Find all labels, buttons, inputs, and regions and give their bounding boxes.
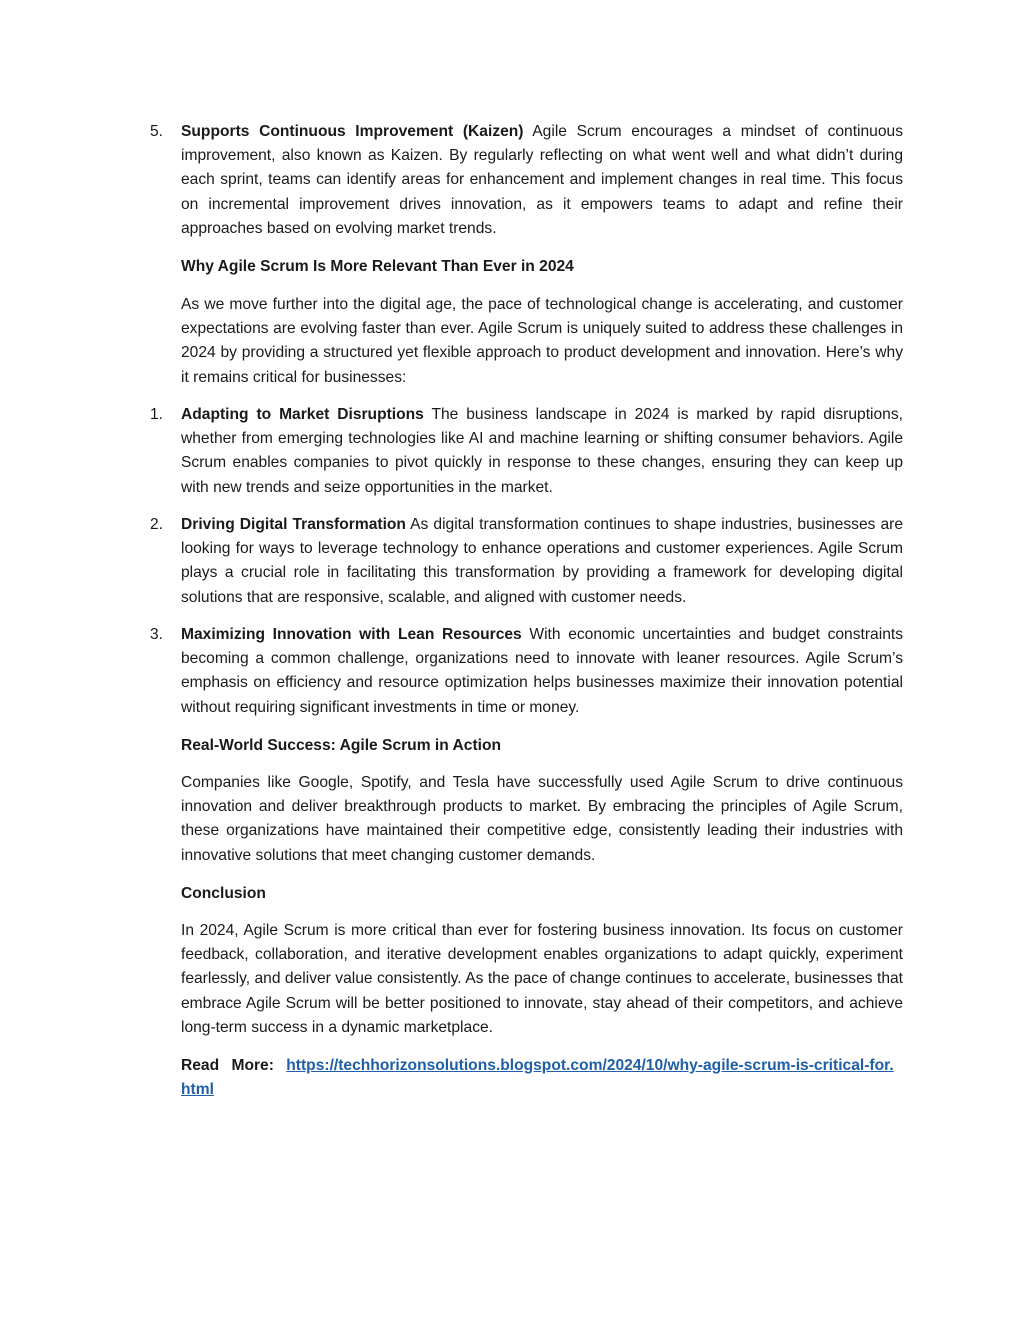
list-item-title: Driving Digital Transformation (181, 516, 406, 533)
list-number: 5. (150, 123, 164, 140)
list-item-text: Agile Scrum encourages a mindset of continuous improvement, also known as Kaizen. By regularly reflecting on what went well and what didn’t during each sprint, teams can identify areas for enhancement and implement changes in real time. This focus on incremental improvement drives innovation, as it empowers teams to adapt and refine their approaches based on evolving market trends. (181, 123, 903, 237)
list-number: 2. (150, 516, 164, 533)
read-more (181, 1054, 903, 1102)
section-heading-conclusion: Conclusion (181, 885, 266, 902)
list-number: 3. (150, 626, 164, 643)
paragraph-success: Companies like Google, Spotify, and Tesla have successfully used Agile Scrum to drive continuous innovation and deliver breakthrough products to market. By embracing the principles of Agile Scrum, these organizations have maintained their competitive edge, consistently leading their industries with innovative solutions that meet changing customer demands. (181, 774, 903, 864)
list-item-text: With economic uncertainties and budget constraints becoming a common challenge, organizations need to innovate with leaner resources. Agile Scrum’s emphasis on efficiency and resource optimization helps businesses maximize their innovation potential without requiring significant investments in time or money. (181, 626, 903, 716)
list-item-lean-resources (181, 623, 903, 720)
list-item-text: As digital transformation continues to shape industries, businesses are looking for ways to leverage technology to enhance operations and customer experiences. Agile Scrum plays a crucial role in facilitating this transformation by providing a framework for developing digital solutions that are responsive, scalable, and aligned with customer needs. (181, 516, 903, 606)
section-heading-success: Real-World Success: Agile Scrum in Action (181, 737, 502, 754)
paragraph-conclusion: In 2024, Agile Scrum is more critical than ever for fostering business innovation. Its focus on customer feedback, collaboration, and iterative development enables organizations to adapt quickly, experiment fearlessly, and deliver value consistently. As the pace of change continues to accelerate, businesses that embrace Agile Scrum will be better positioned to innovate, stay ahead of their competitors, and achieve long-term success in a dynamic marketplace. (181, 922, 903, 1036)
list-item-title: Supports Continuous Improvement (Kaizen) (181, 123, 524, 140)
paragraph-relevance: As we move further into the digital age, the pace of technological change is accelerating, and customer expectations are evolving faster than ever. Agile Scrum is uniquely suited to address these challenges in 2024 by providing a structured yet flexible approach to product development and innovation. Here’s why it remains critical for businesses: (181, 296, 903, 386)
list-item-title: Maximizing Innovation with Lean Resources (181, 626, 522, 643)
read-more-label: Read More: (181, 1057, 274, 1074)
list-item-kaizen (181, 120, 903, 241)
section-heading-relevance: Why Agile Scrum Is More Relevant Than Ever in 2024 (181, 258, 574, 275)
list-item-digital-transformation (181, 513, 903, 610)
list-item-title: Adapting to Market Disruptions (181, 406, 424, 423)
list-item-market-disruptions (181, 403, 903, 500)
list-item-text: The business landscape in 2024 is marked by rapid disruptions, whether from emerging technologies like AI and machine learning or shifting consumer behaviors. Agile Scrum enables companies to pivot quickly in response to these changes, ensuring they can keep up with new trends and seize opportunities in the market. (181, 406, 903, 496)
read-more-link[interactable]: https://techhorizonsolutions.blogspot.com/2024/10/why-agile-scrum-is-critical-for.html (181, 1057, 894, 1099)
list-number: 1. (150, 406, 164, 423)
